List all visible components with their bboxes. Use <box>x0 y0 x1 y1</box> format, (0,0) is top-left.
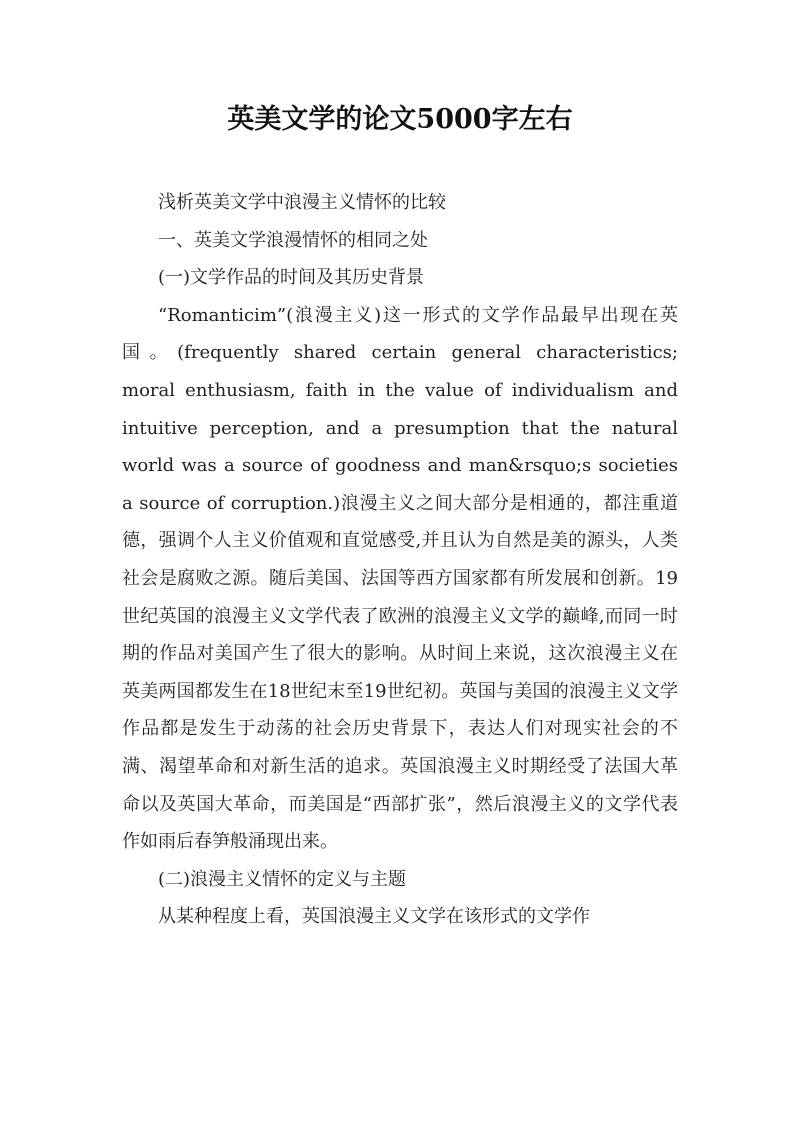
document-body <box>122 184 678 936</box>
article-subtitle: 浅析英美文学中浪漫主义情怀的比较 <box>158 192 446 213</box>
document-title: 英美文学的论文5000字左右 <box>227 104 573 135</box>
subsection-heading-1: (一)文学作品的时间及其历史背景 <box>158 267 425 289</box>
body-paragraph: “Romanticim”(浪漫主义)这一形式的文学作品最早出现在英国。(frequently shared certain general characteristics; moral enthusiasm, faith in the value of individualism and intuitive perception, and a presumption that the natural world was a source of goodness and man&rsquo;s societies a source of corruption.)浪漫主义之间大部分是相通的，都注重道德，强调个人主义价值观和直觉感受,并且认为自然是美的源头，人类社会是腐败之源。随后美国、法国等西方国家都有所发展和创新。19世纪英国的浪漫主义文学代表了欧洲的浪漫主义文学的巅峰,而同一时期的作品对美国产生了很大的影响。从时间上来说，这次浪漫主义在英美两国都发生在18世纪末至19世纪初。英国与美国的浪漫主义文学作品都是发生于动荡的社会历史背景下，表达人们对现实社会的不满、渴望革命和对新生活的追求。英国浪漫主义时期经受了法国大革命以及英国大革命，而美国是“西部扩张”，然后浪漫主义的文学代表作如雨后春笋般涌现出来。 <box>122 304 678 853</box>
subsection-heading-2: (二)浪漫主义情怀的定义与主题 <box>158 868 407 890</box>
body-paragraph: 从某种程度上看，英国浪漫主义文学在该形式的文学作 <box>158 906 590 928</box>
section-heading-1: 一、英美文学浪漫情怀的相同之处 <box>158 229 428 251</box>
